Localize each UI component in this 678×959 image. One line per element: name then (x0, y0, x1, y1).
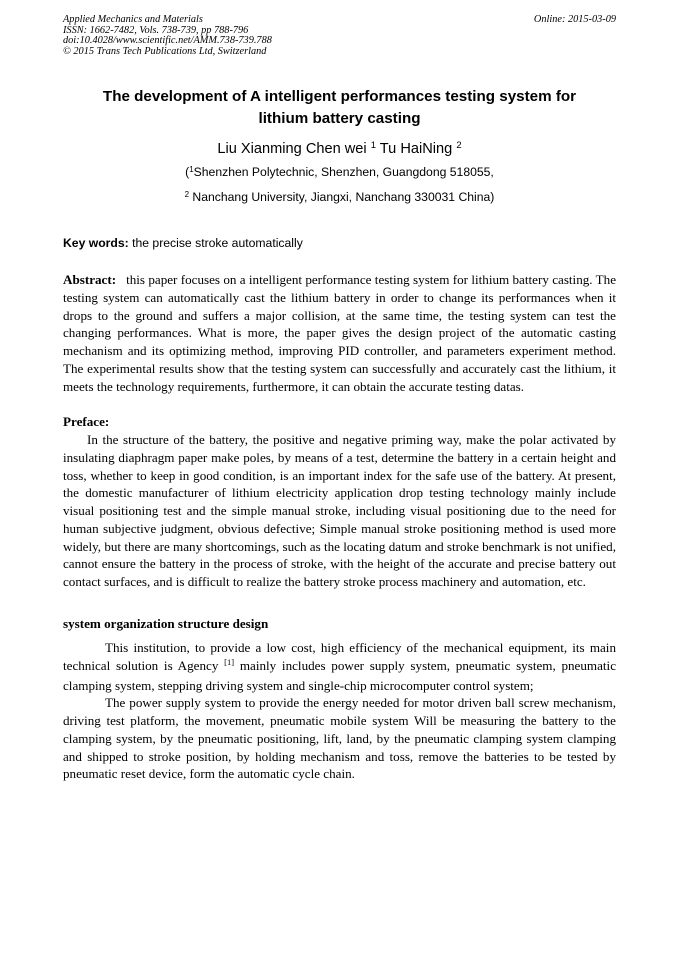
authors-part-b: Tu HaiNing (379, 141, 453, 157)
keywords-label: Key words: (63, 236, 129, 250)
affiliation-sup-1: 1 (189, 164, 194, 174)
section-p1-text-b: mainly includes power supply system, pneumatic system, pneumatic clamping system, stepping driving system and single-chip microcomputer control system; (63, 657, 617, 693)
abstract-paragraph (63, 271, 616, 395)
paper-title (63, 86, 616, 130)
abstract-label: Abstract: (63, 272, 117, 287)
citation-ref: [1] (224, 657, 235, 668)
keywords (63, 235, 616, 251)
section-body (63, 639, 616, 783)
section-paragraph-2: The power supply system to provide the energy needed for motor driven ball screw mechanism, driving test platform, the movement, pneumatic mobile system Will be measuring the battery to the clamping system, by the pneumatic positioning, lift, land, by the pneumatic clamping system clamping and shipped to stroke position, by holding mechanism and toss, remove the batteries to be tested by pneumatic reset device, form the automatic cycle chain. (63, 695, 616, 782)
keywords-text: the precise stroke automatically (132, 236, 303, 250)
section-heading: system organization structure design (63, 616, 269, 631)
affiliation-sup-2: 2 (184, 189, 190, 199)
journal-header (63, 15, 616, 57)
preface-body (63, 431, 616, 591)
title-line-1: The development of A intelligent performances testing system for (102, 88, 577, 105)
affiliation-1-text: Shenzhen Polytechnic, Shenzhen, Guangdong 518055, (193, 165, 494, 179)
affiliation-1 (63, 164, 616, 182)
issn-line: ISSN: 1662-7482, Vols. 738-739, pp 788-796 (63, 24, 249, 36)
author-sup-a: 1 (370, 139, 376, 151)
authors-part-a: Liu Xianming Chen wei (217, 141, 367, 157)
abstract-text: this paper focuses on a intelligent performance testing system for lithium battery casting. The testing system can automatically cast the lithium battery in order to change its performances when it drops to the ground and suffers a major collision, at the same time, the testing system can test the changing performances. What is more, the paper gives the design project of the automatic casting mechanism and its optimizing method, improving PID controller, and parameters experiment method. The experimental results show that the testing system can successfully and accurately cast the lithium, it meets the technology requirements, furthermore, it can obtain the accurate testing datas. (63, 272, 617, 394)
affiliation-2 (63, 189, 616, 207)
affiliation-open-paren: ( (185, 165, 190, 179)
affiliation-2-text: Nanchang University, Jiangxi, Nanchang 330031 China) (192, 190, 495, 204)
copyright-line: © 2015 Trans Tech Publications Ltd, Switzerland (63, 45, 267, 57)
section-paragraph-1 (63, 639, 616, 694)
title-line-2: lithium battery casting (258, 110, 421, 127)
section-p1-text-a: This institution, to provide a low cost, high efficiency of the mechanical equipment, its main technical solution is Agency (63, 640, 616, 673)
doi-line: doi:10.4028/www.scientific.net/AMM.738-739.788 (63, 35, 272, 47)
journal-name: Applied Mechanics and Materials (63, 14, 203, 25)
online-date: Online: 2015-03-09 (533, 14, 616, 25)
abstract (63, 271, 616, 395)
preface-heading: Preface: (63, 414, 110, 429)
author-sup-b: 2 (456, 139, 462, 151)
preface-paragraph: In the structure of the battery, the positive and negative priming way, make the polar activated by insulating diaphragm paper make poles, by means of a test, determine the battery in a certain height and toss, whether to keep in good condition, is an important index for the safe use of the battery. At present, the domestic manufacturer of lithium electricity application drop testing technology mainly include visual positioning test and the simple manual stroke, including visual positioning due to the need for human subjective judgment, obvious defective; Simple manual stroke positioning method is used more widely, but there are many shortcomings, such as the locating datum and stroke benchmark is not unified, cannot ensure the battery in the process of stroke, with the height of the accurate and precise battery out contact surfaces, and is difficult to realize the battery stroke process machinery and automation, etc. (63, 432, 616, 589)
author-list (63, 139, 616, 161)
